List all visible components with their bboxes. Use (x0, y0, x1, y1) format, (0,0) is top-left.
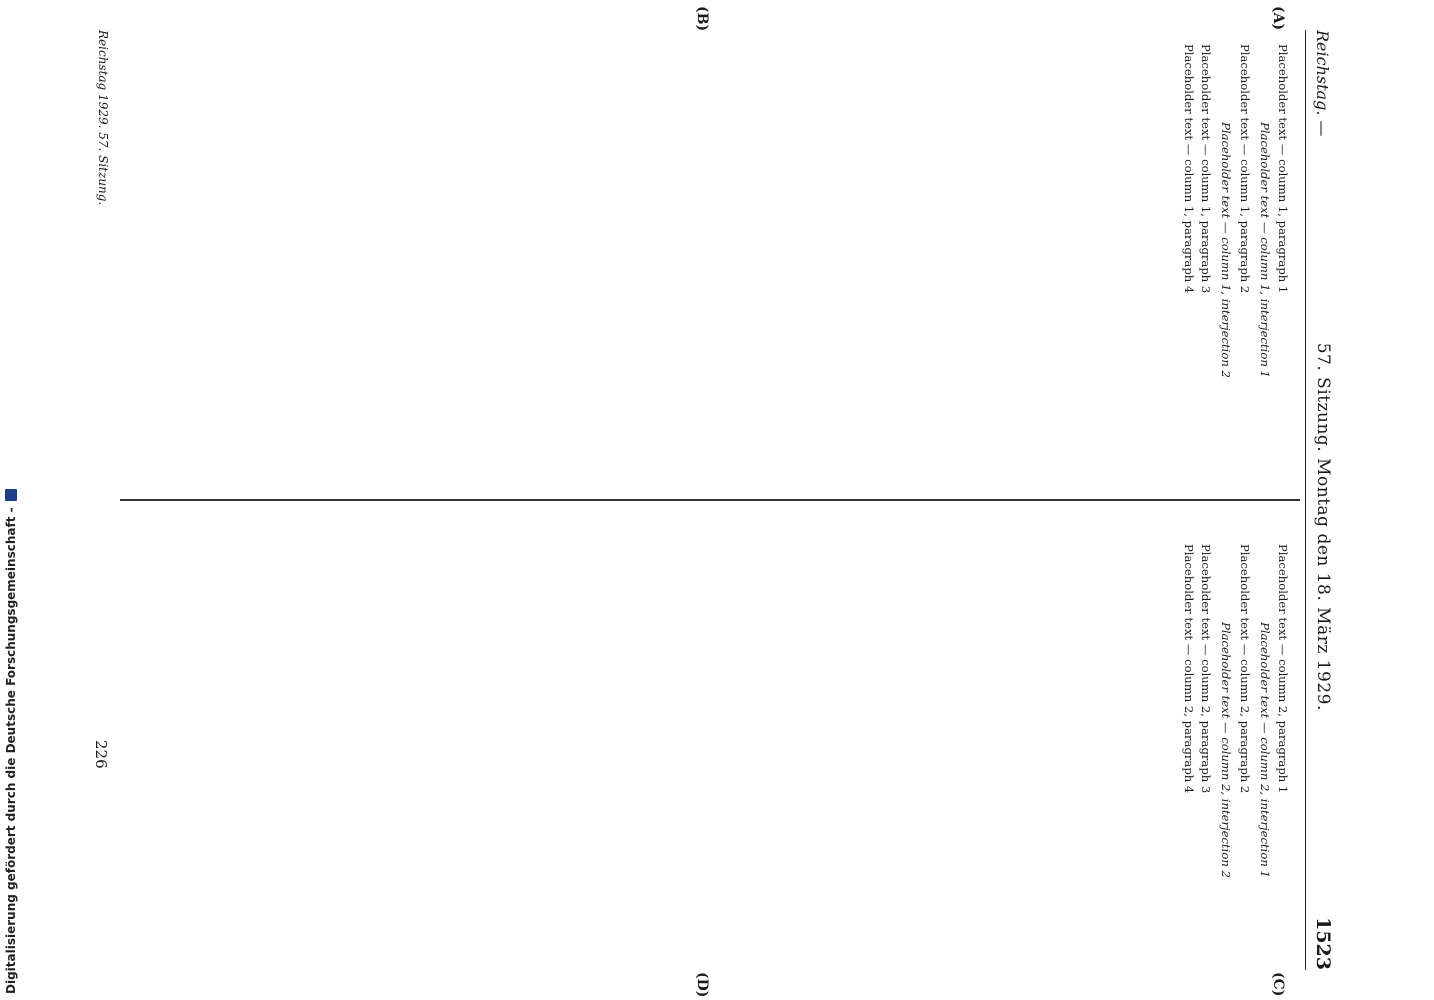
paragraph: Placeholder text — column 1, paragraph 3 (1199, 44, 1214, 294)
footer-left: Reichstag 1929. 57. Sitzung. (96, 30, 110, 206)
paragraph: Placeholder text — column 2, paragraph 3 (1199, 544, 1214, 794)
paragraph: Placeholder text — column 1, paragraph 2 (1237, 44, 1252, 294)
header-left-text: Reichstag. — (1313, 30, 1333, 137)
paragraph: Placeholder text — column 1, paragraph 1 (1276, 44, 1290, 294)
margin-mark-d: (D) (694, 972, 710, 998)
page-header (1305, 30, 1340, 970)
text-column-left (130, 30, 1290, 470)
credit-text: Digitalisierung gefördert durch die Deutsche Forschungsgemeinschaft - (4, 507, 18, 994)
margin-mark-b: (B) (694, 6, 710, 32)
page-number: 1523 (1312, 917, 1334, 970)
footer-page-code: 226 (92, 740, 110, 769)
paragraph: Placeholder text — column 1, paragraph 4 (1181, 44, 1196, 294)
dfg-logo-icon (5, 489, 17, 501)
rotated-newspaper-page (60, 0, 1360, 1000)
interjection: Placeholder text — column 2, interjection 2 (1219, 622, 1234, 878)
paragraph: Placeholder text — column 2, paragraph 4 (1181, 544, 1196, 794)
column-divider (120, 499, 1300, 501)
paragraph: Placeholder text — column 2, paragraph 2 (1237, 544, 1252, 794)
interjection: Placeholder text — column 2, interjection 1 (1257, 622, 1272, 878)
interjection: Placeholder text — column 1, interjection 1 (1257, 122, 1272, 378)
paragraph: Placeholder text — column 2, paragraph 1 (1276, 544, 1290, 794)
digitization-credit (0, 0, 22, 1000)
margin-mark-a: (A) (1270, 6, 1286, 31)
header-title: 57. Sitzung. Montag den 18. März 1929. (1313, 342, 1333, 711)
text-column-right (130, 530, 1290, 970)
interjection: Placeholder text — column 1, interjection 2 (1219, 122, 1234, 378)
margin-mark-c: (C) (1270, 972, 1286, 997)
